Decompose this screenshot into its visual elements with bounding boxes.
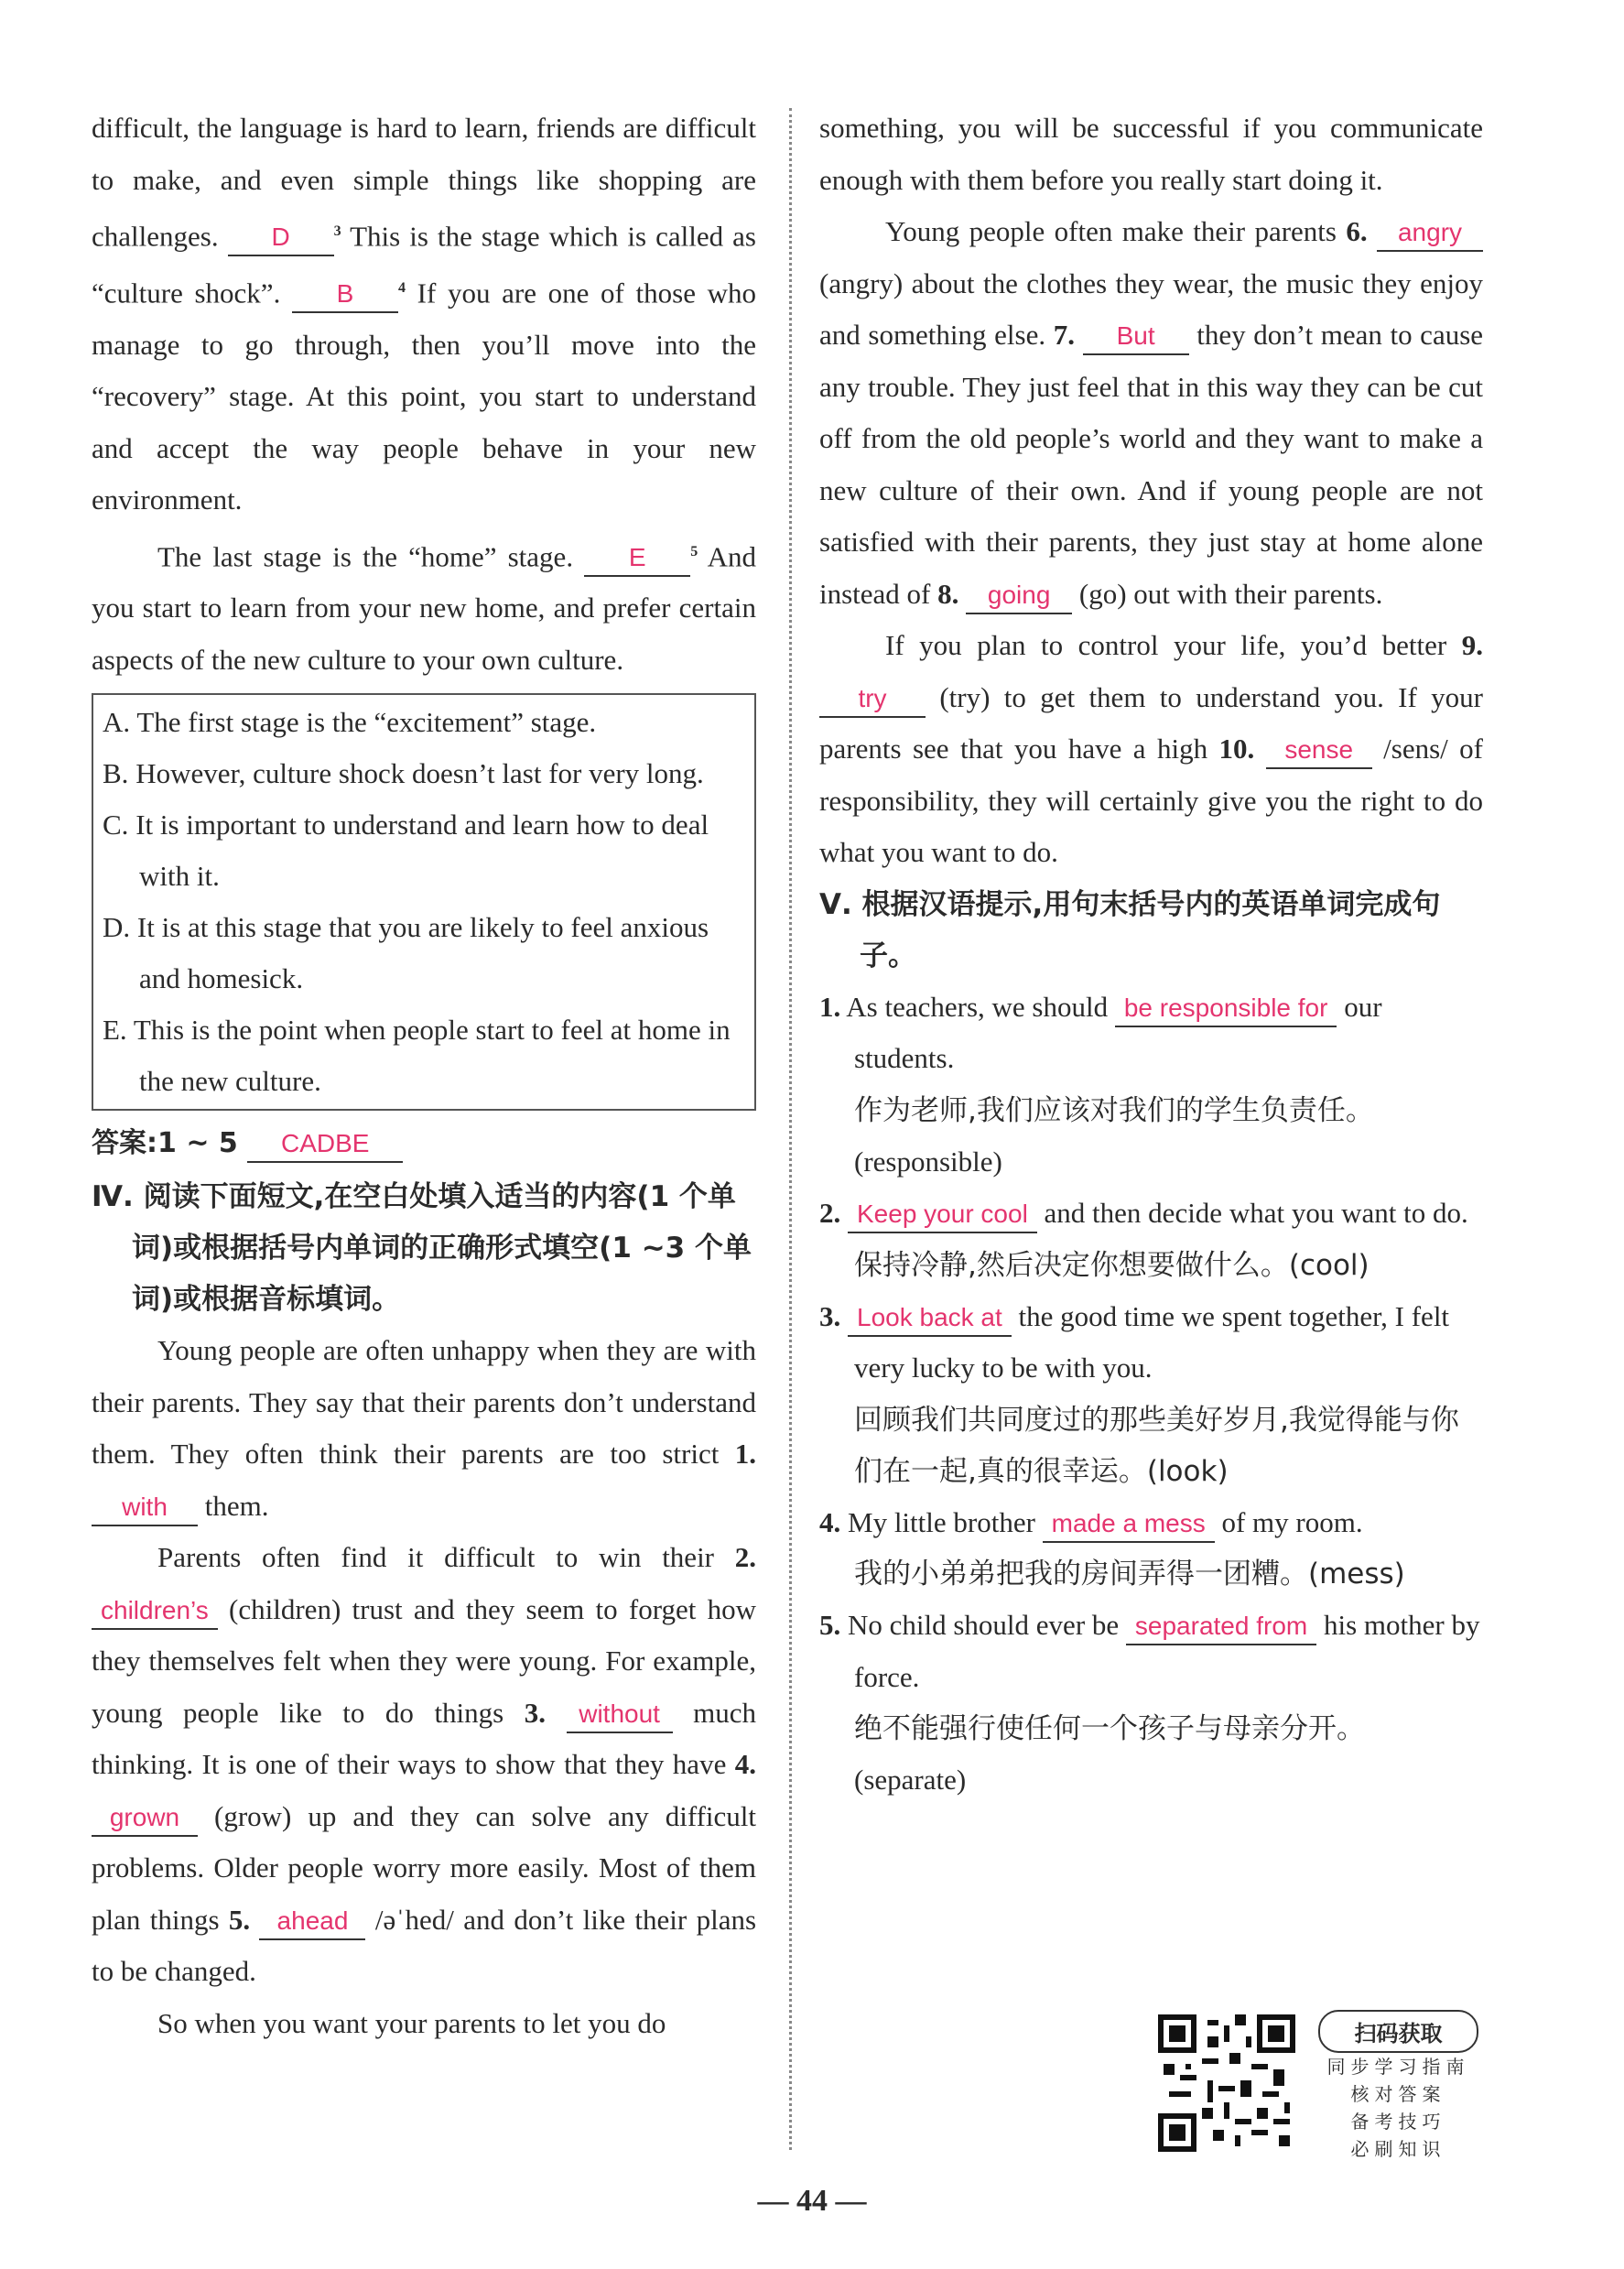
- paragraph-q2: Parents often find it difficult to win their 2. children’s (children) trust and they seem to forget how they themselves felt when they were young. For example, young people like to do things 3. without much thinking. It is one of their ways to show that they have 4. grown (grow) up and they can solve any difficult problems. Older people worry more easily. Most of them plan things 5. ahead /əˈhed/ and don’t like their plans to be changed.: [92, 1541, 757, 1988]
- chinese-hint-1: 作为老师,我们应该对我们的学生负责任。: [854, 1093, 1374, 1127]
- answer-item-4: made a mess: [1043, 1506, 1215, 1543]
- column-divider: [789, 108, 792, 2150]
- answer-q7: But: [1083, 319, 1189, 355]
- chinese-hint-4: 我的小弟弟把我的房间弄得一团糟。(mess): [854, 1558, 1405, 1590]
- answer-q9: try: [819, 681, 926, 718]
- options-box: [92, 693, 756, 1111]
- option-b: B. However, culture shock doesn’t last for very long.: [103, 757, 704, 790]
- chinese-hint-3: 回顾我们共同度过的那些美好岁月,我觉得能与你们在一起,真的很幸运。(look): [854, 1403, 1459, 1488]
- answer-item-5: separated from: [1126, 1609, 1316, 1645]
- answer-q10: sense: [1266, 733, 1372, 769]
- qr-line-3: 备考技巧: [1350, 2111, 1446, 2133]
- paragraph-culture-shock: difficult, the language is hard to learn, friends are difficult to make, and even simple things like shopping are challenges. D $^3$ This is the stage which is called as “culture shock”. B $^4$ If you are one of those who manage to go through, then you’ll move into the “recovery” stage. At this point, you start to understand and accept the way people behave in your new environment.: [92, 112, 757, 516]
- paragraph-continued: something, you will be successful if you communicate enough with them before you really start doing it.: [819, 112, 1483, 196]
- answer-cadbe: CADBE: [247, 1126, 403, 1163]
- paragraph-q6-q8: Young people often make their parents 6. angry (angry) about the clothes they wear, the music they enjoy and something else. 7. But they don’t mean to cause any trouble. They just feel that in this way they can be cut off from the old people’s world and they want to make a new culture of their own. And if young people are not satisfied with their parents, they just stay at home alone instead of 8. going (go) out with their parents.: [819, 206, 1483, 620]
- qr-line-1: 同步学习指南: [1326, 2056, 1470, 2078]
- paragraph-so-when: So when you want your parents to let you do: [157, 2006, 666, 2039]
- left-column: [92, 103, 756, 2049]
- page-number: — 44 —: [757, 2184, 867, 2218]
- answer-q3: without: [567, 1697, 673, 1733]
- translation-item-4: 4. My little brother made a mess of my room.: [819, 1497, 1483, 1549]
- word-hint-5: (separate): [854, 1764, 967, 1796]
- qr-line-4: 必刷知识: [1350, 2138, 1446, 2160]
- scan-button[interactable]: 扫码获取: [1318, 2010, 1478, 2053]
- answer-q5: ahead: [259, 1904, 365, 1940]
- option-c: C. It is important to understand and learn how to deal with it.: [103, 809, 709, 893]
- option-e: E. This is the point when people start to feel at home in the new culture.: [103, 1014, 731, 1098]
- translation-item-5: 5. No child should ever be separated from his mother by force.: [819, 1609, 1480, 1693]
- section-5-title: Ⅴ. 根据汉语提示,用句末括号内的英语单词完成句子。: [819, 887, 1441, 972]
- answer-q8: going: [966, 578, 1072, 614]
- answer-blank-4: B: [292, 277, 398, 313]
- answer-q4: grown: [92, 1800, 198, 1837]
- paragraph-home-stage: The last stage is the “home” stage. E $^5$ And you start to learn from your new home, and prefer certain aspects of the new culture to your own culture.: [92, 539, 756, 676]
- translation-item-3: 3. Look back at the good time we spent together, I felt very lucky to be with you.: [819, 1299, 1450, 1384]
- answer-item-2: Keep your cool: [848, 1197, 1037, 1233]
- option-a: A. The first stage is the “excitement” stage.: [103, 706, 597, 739]
- paragraph-q9-q10: If you plan to control your life, you’d better 9. try (try) to get them to understand you. If your parents see that you have a high 10. sense /sens/ of responsibility, they will certainly give you the right to do what you want to do.: [819, 629, 1484, 868]
- answer-q6: angry: [1377, 215, 1483, 252]
- answer-blank-5: E: [584, 540, 690, 577]
- chinese-hint-2: 保持冷静,然后决定你想要做什么。(cool): [854, 1248, 1370, 1282]
- chinese-hint-5: 绝不能强行使任何一个孩子与母亲分开。: [854, 1712, 1365, 1745]
- section-4-title: Ⅳ. 阅读下面短文,在空白处填入适当的内容(1 个单词)或根据括号内单词的正确形式填空(1 ~3 个单词)或根据音标填词。: [92, 1180, 752, 1317]
- option-d: D. It is at this stage that you are likely to feel anxious and homesick.: [103, 911, 709, 995]
- answer-line: 答案:1 ~ 5 CADBE: [92, 1116, 756, 1171]
- answer-item-1: be responsible for: [1115, 991, 1337, 1027]
- translation-item-1: 1. As teachers, we should be responsible for our students.: [819, 990, 1382, 1074]
- qr-code: [1158, 2014, 1295, 2152]
- answer-q1: with: [92, 1490, 198, 1526]
- right-column: [819, 103, 1483, 1807]
- answer-blank-3: D: [228, 220, 334, 256]
- answer-q2: children’s: [92, 1593, 218, 1630]
- translation-item-2: 2. Keep your cool and then decide what you want to do.: [819, 1188, 1483, 1240]
- qr-line-2: 核对答案: [1350, 2083, 1446, 2105]
- answer-item-3: Look back at: [848, 1300, 1012, 1337]
- paragraph-q1: Young people are often unhappy when they are with their parents. They say that their parents don’t understand them. They often think their parents are too strict 1. with them.: [92, 1325, 756, 1532]
- word-hint-1: (responsible): [854, 1145, 1002, 1178]
- qr-info: [1318, 2010, 1478, 2163]
